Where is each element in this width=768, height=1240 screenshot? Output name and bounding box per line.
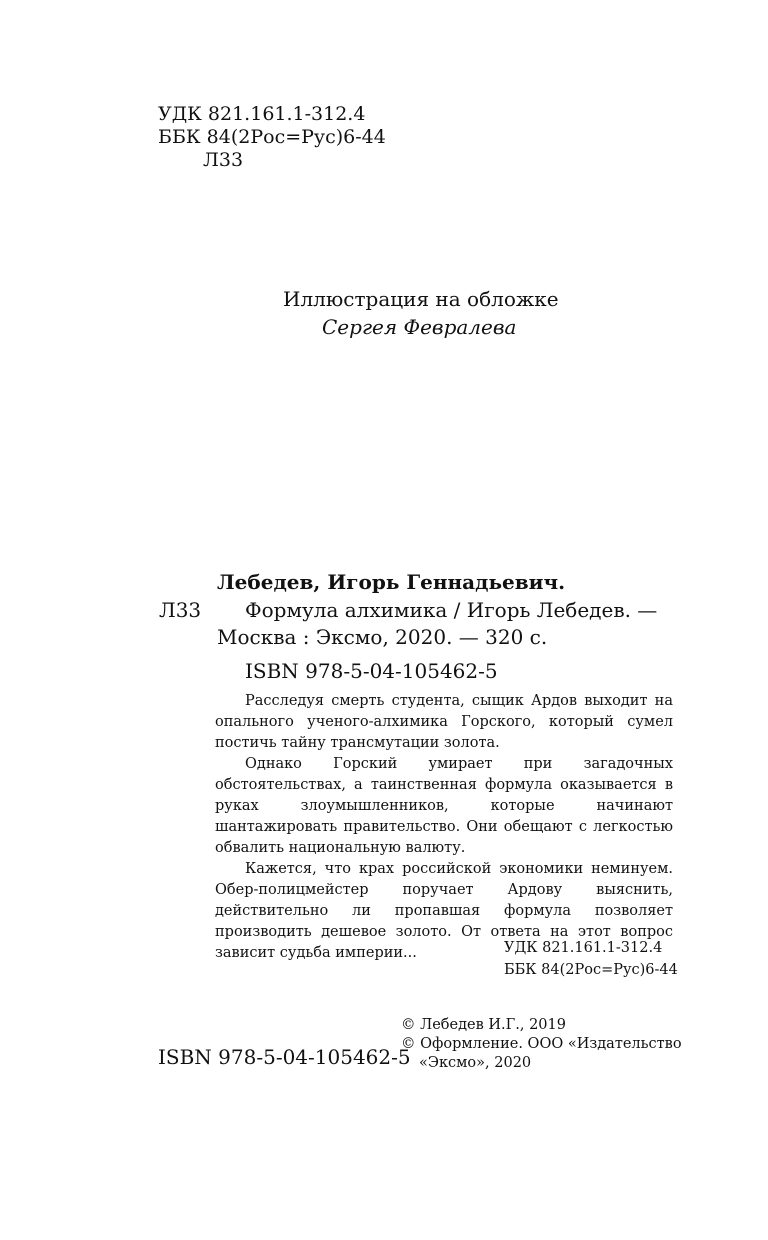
illustration-credit-name: Сергея Февралева xyxy=(322,315,517,339)
bib-title: Формула алхимика / Игорь Лебедев. — xyxy=(245,598,658,622)
bbk-code: ББК 84(2Рос=Рус)6-44 xyxy=(158,126,386,148)
bib-isbn: ISBN 978-5-04-105462-5 xyxy=(245,659,498,683)
isbn-bottom: ISBN 978-5-04-105462-5 xyxy=(158,1045,411,1069)
bib-author: Лебедев, Игорь Геннадьевич. xyxy=(217,570,566,594)
illustration-credit-label: Иллюстрация на обложке xyxy=(283,287,559,311)
bbk-code-bottom: ББК 84(2Рос=Рус)6-44 xyxy=(504,962,678,978)
annotation-paragraph: Кажется, что крах российской экономики неминуем. Обер-полицмейстер поручает Ардову выяснить, действительно ли пропавшая формула позволяет производить дешевое золото. От ответа на этот вопрос зависит судьба империи... xyxy=(215,861,673,961)
author-mark: Л33 xyxy=(203,149,244,171)
bib-publication: Москва : Эксмо, 2020. — 320 с. xyxy=(217,625,548,649)
top-classification-codes xyxy=(158,103,386,172)
annotation-paragraph: Однако Горский умирает при загадочных обстоятельствах, а таинственная формула оказывается в руках злоумышленников, которые начинают шантажировать правительство. Они обещают с легкостью обвалить национальную валюту. xyxy=(215,756,673,856)
copyright-block xyxy=(401,1016,682,1073)
copyright-publisher: «Эксмо», 2020 xyxy=(419,1055,532,1071)
udk-code: УДК 821.161.1-312.4 xyxy=(158,103,366,125)
bottom-classification-codes xyxy=(504,937,678,981)
copyright-design: © Оформление. ООО «Издательство xyxy=(401,1036,682,1052)
annotation xyxy=(215,691,673,964)
bib-author-mark: Л33 xyxy=(159,598,202,622)
udk-code-bottom: УДК 821.161.1-312.4 xyxy=(504,940,663,956)
copyright-author: © Лебедев И.Г., 2019 xyxy=(401,1017,566,1033)
annotation-paragraph: Расследуя смерть студента, сыщик Ардов выходит на опального ученого-алхимика Горского, который сумел постичь тайну трансмутации золота. xyxy=(215,693,673,751)
